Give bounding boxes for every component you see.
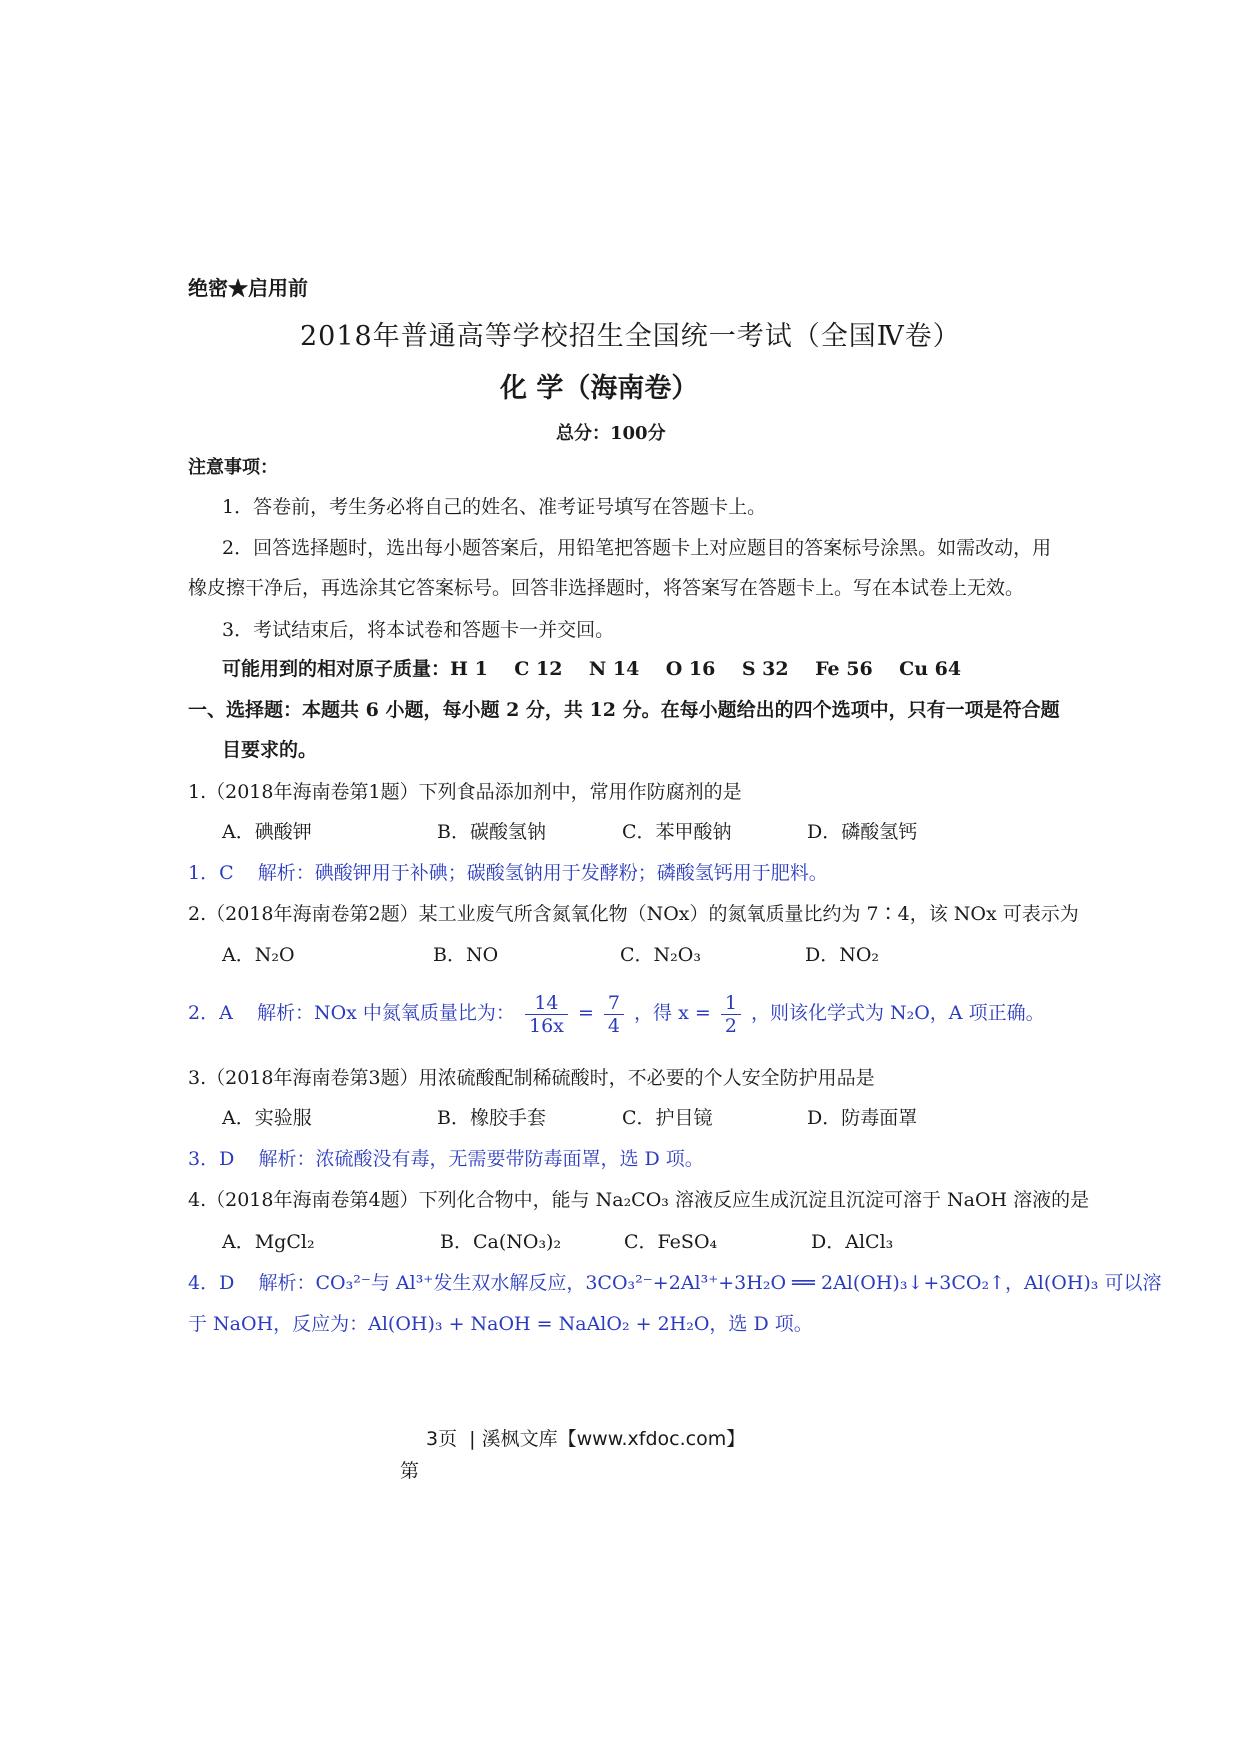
q1-option-d: D．磷酸氢钙 (807, 821, 918, 843)
q2-option-d: D．NO₂ (805, 944, 880, 966)
page-footer: 3页 | 溪枫文库【www.xfdoc.com】 (426, 1428, 746, 1450)
q2-option-c: C．N₂O₃ (620, 944, 701, 966)
q3-options (0, 1105, 1240, 1131)
q2-option-b: B．NO (433, 944, 499, 966)
q2-fraction-1 (525, 992, 568, 1037)
atomic-masses: 可能用到的相对原子质量：H 1 C 12 N 14 O 16 S 32 Fe 56 Cu 64 (222, 658, 962, 680)
secret-label: 绝密★启用前 (188, 276, 308, 300)
q4-answer-line1: 4．D 解析：CO₃²⁻与 Al³⁺发生双水解反应，3CO₃²⁻+2Al³⁺+3H₂O ══ 2Al(OH)₃↓+3CO₂↑，Al(OH)₃ 可以溶 (188, 1272, 1162, 1294)
note-3: 3．考试结束后，将本试卷和答题卡一并交回。 (222, 619, 615, 641)
q2-fraction-3-num: 1 (721, 992, 741, 1015)
q1-options (0, 819, 1240, 845)
q1-option-c: C．苯甲酸钠 (622, 821, 732, 843)
q2-answer-tail: ，则该化学式为 N₂O，A 项正确。 (750, 1002, 1045, 1024)
q4-option-c: C．FeSO₄ (624, 1231, 718, 1253)
total-score: 总分：100分 (556, 423, 666, 444)
q1-option-b: B．碳酸氢钠 (437, 821, 546, 843)
q2-answer (188, 989, 1045, 1037)
q4-option-a: A．MgCl₂ (222, 1231, 315, 1253)
q2-fraction-3-den: 2 (724, 1014, 737, 1037)
q4-option-d: D．AlCl₃ (811, 1231, 894, 1253)
q4-answer-line2: 于 NaOH，反应为：Al(OH)₃ + NaOH = NaAlO₂ + 2H₂O，选 D 项。 (188, 1313, 813, 1335)
subject-title: 化 学（海南卷） (500, 373, 699, 404)
q3-option-c: C．护目镜 (622, 1107, 713, 1129)
q4-stem: 4.（2018年海南卷第4题）下列化合物中，能与 Na₂CO₃ 溶液反应生成沉淀且沉淀可溶于 NaOH 溶液的是 (188, 1189, 1090, 1211)
q4-option-b: B．Ca(NO₃)₂ (440, 1231, 562, 1253)
exam-title: 2018年普通高等学校招生全国统一考试（全国Ⅳ卷） (300, 321, 961, 352)
note-1: 1．答卷前，考生务必将自己的姓名、准考证号填写在答题卡上。 (222, 496, 767, 518)
note-2-line2: 橡皮擦干净后，再选涂其它答案标号。回答非选择题时，将答案写在答题卡上。写在本试卷上无效。 (188, 577, 1025, 599)
q2-fraction-2 (604, 992, 624, 1037)
q3-option-b: B．橡胶手套 (437, 1107, 546, 1129)
q4-options (0, 1229, 1240, 1255)
page-footer-di: 第 (400, 1460, 420, 1482)
q1-stem: 1.（2018年海南卷第1题）下列食品添加剂中，常用作防腐剂的是 (188, 781, 742, 803)
q2-options (0, 942, 1240, 968)
q1-option-a: A．碘酸钾 (222, 821, 312, 843)
q3-option-a: A．实验服 (222, 1107, 312, 1129)
q1-answer: 1．C 解析：碘酸钾用于补碘；碳酸氢钠用于发酵粉；磷酸氢钙用于肥料。 (188, 862, 828, 884)
q3-answer: 3．D 解析：浓硫酸没有毒，无需要带防毒面罩，选 D 项。 (188, 1148, 704, 1170)
q3-option-d: D．防毒面罩 (807, 1107, 918, 1129)
q2-fraction-2-num: 7 (604, 992, 624, 1015)
q2-option-a: A．N₂O (222, 944, 295, 966)
q2-fraction-2-den: 4 (607, 1014, 620, 1037)
q2-answer-mid: ，得 x = (634, 1002, 711, 1024)
q3-stem: 3.（2018年海南卷第3题）用浓硫酸配制稀硫酸时，不必要的个人安全防护用品是 (188, 1067, 875, 1089)
q2-fraction-1-num: 14 (525, 992, 568, 1015)
q2-answer-lead: 2．A 解析：NOx 中氮氧质量比为： (188, 1002, 515, 1024)
q2-equals: = (577, 1002, 594, 1024)
q2-fraction-1-den: 16x (528, 1014, 564, 1037)
section1-instruction-cont: 目要求的。 (222, 739, 318, 761)
notes-heading: 注意事项： (188, 457, 278, 478)
q2-stem: 2.（2018年海南卷第2题）某工业废气所含氮氧化物（NOx）的氮氧质量比约为 7∶4，该 NOx 可表示为 (188, 903, 1079, 925)
q2-fraction-3 (721, 992, 741, 1037)
note-2-line1: 2．回答选择题时，选出每小题答案后，用铅笔把答题卡上对应题目的答案标号涂黑。如需改动，用 (222, 537, 1052, 559)
section1-instruction: 一、选择题：本题共 6 小题，每小题 2 分，共 12 分。在每小题给出的四个选项中，只有一项是符合题 (188, 699, 1060, 721)
